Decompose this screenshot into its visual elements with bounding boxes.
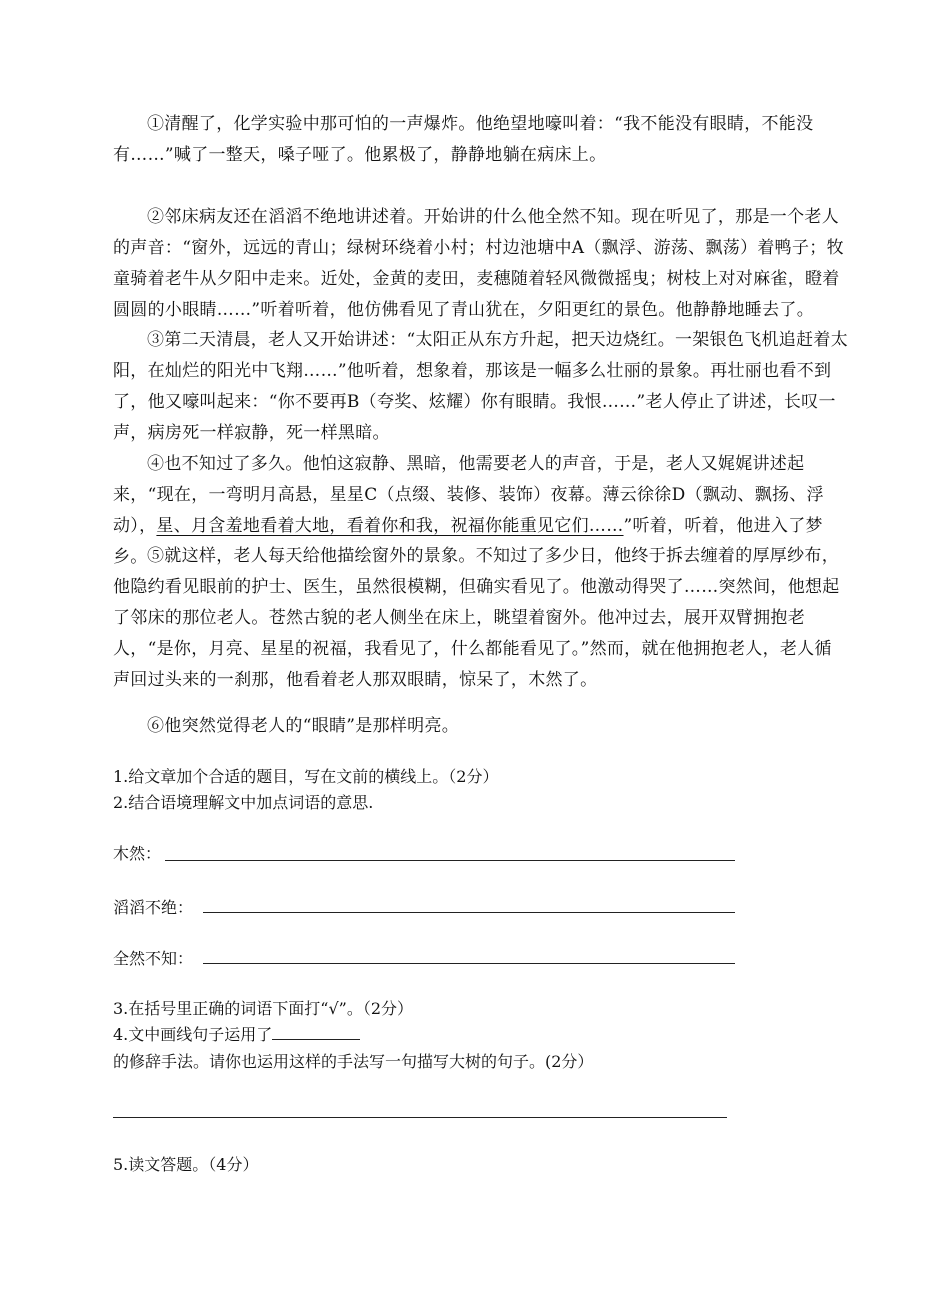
question-3: 3.在括号里正确的词语下面打“√”。（2分） <box>113 999 414 1018</box>
answer-line-taotaobujue[interactable] <box>203 912 735 913</box>
paragraph-4-text-before: ④也不知过了多久。他怕这寂静、黑暗，他需要老人的声音，于是，老人又娓娓讲述起来，“现在，一弯明月高悬，星星C（点缀、装修、装饰）夜幕。薄云徐徐D（飘动、飘扬、浮动）， <box>113 454 824 536</box>
question-4 <box>113 1021 838 1075</box>
answer-line-quanranbuzhi[interactable] <box>203 963 735 964</box>
question-4-text-a: 4.文中画线句子运用了 <box>113 1025 273 1044</box>
paragraph-1: ①清醒了，化学实验中那可怕的一声爆炸。他绝望地嚎叫着：“我不能没有眼睛，不能没有……”喊了一整天，嗓子哑了。他累极了，静静地躺在病床上。 <box>113 114 814 165</box>
question-2: 2.结合语境理解文中加点词语的意思. <box>113 793 374 812</box>
question-1: 1.给文章加个合适的题目，写在文前的横线上。（2分） <box>113 767 499 786</box>
answer-label-muran: 木然： <box>113 844 162 863</box>
paragraph-3: ③第二天清晨，老人又开始讲述：“太阳正从东方升起，把天边烧红。一架银色飞机追赶着太阳，在灿烂的阳光中飞翔……”他听着，想象着，那该是一幅多么壮丽的景象。再壮丽也看不到了，他又嚎叫起来：“你不要再B（夸奖、炫耀）你有眼睛。我恨……”老人停止了讲述，长叹一声，病房死一样寂静，死一样黑暗。 <box>113 330 848 443</box>
answer-line-muran[interactable] <box>165 860 735 861</box>
underlined-sentence: 星、月含羞地看着大地，看着你和我，祝福你能重见它们…… <box>156 516 624 536</box>
answer-line-sentence[interactable] <box>113 1117 727 1118</box>
rhetoric-blank[interactable] <box>272 1021 360 1040</box>
question-5: 5.读文答题。（4分） <box>113 1155 259 1174</box>
paragraph-4-text-after: ”听着，听着，他进入了梦乡。 <box>113 516 823 567</box>
answer-label-taotaobujue: 滔滔不绝： <box>113 898 194 917</box>
answer-label-quanranbuzhi: 全然不知： <box>113 949 194 968</box>
paragraph-5: ⑤就这样，老人每天给他描绘窗外的景象。不知过了多少日，他终于拆去缠着的厚厚纱布，他隐约看见眼前的护士、医生，虽然很模糊，但确实看见了。他激动得哭了……突然间，他想起了邻床的那位老人。苍然古貌的老人侧坐在床上，眺望着窗外。他冲过去，展开双臂拥抱老人，“是你，月亮、星星的祝福，我看见了，什么都能看见了。”然而，就在他拥抱老人，老人循声回过头来的一刹那，他看着老人那双眼睛，惊呆了，木然了。 <box>113 546 840 690</box>
paragraph-6: ⑥他突然觉得老人的“眼睛”是那样明亮。 <box>147 716 460 736</box>
paragraph-2: ②邻床病友还在滔滔不绝地讲述着。开始讲的什么他全然不知。现在听见了，那是一个老人的声音：“窗外，远远的青山；绿树环绕着小村；村边池塘中A（飘浮、游荡、飘荡）着鸭子；牧童骑着老牛从夕阳中走来。近处，金黄的麦田，麦穗随着轻风微微摇曳；树枝上对对麻雀，瞪着圆圆的小眼睛……”听着听着，他仿佛看见了青山犹在，夕阳更红的景色。他静静地睡去了。 <box>113 207 844 320</box>
question-4-text-b: 的修辞手法。请你也运用这样的手法写一句描写大树的句子。(2分） <box>113 1052 594 1071</box>
